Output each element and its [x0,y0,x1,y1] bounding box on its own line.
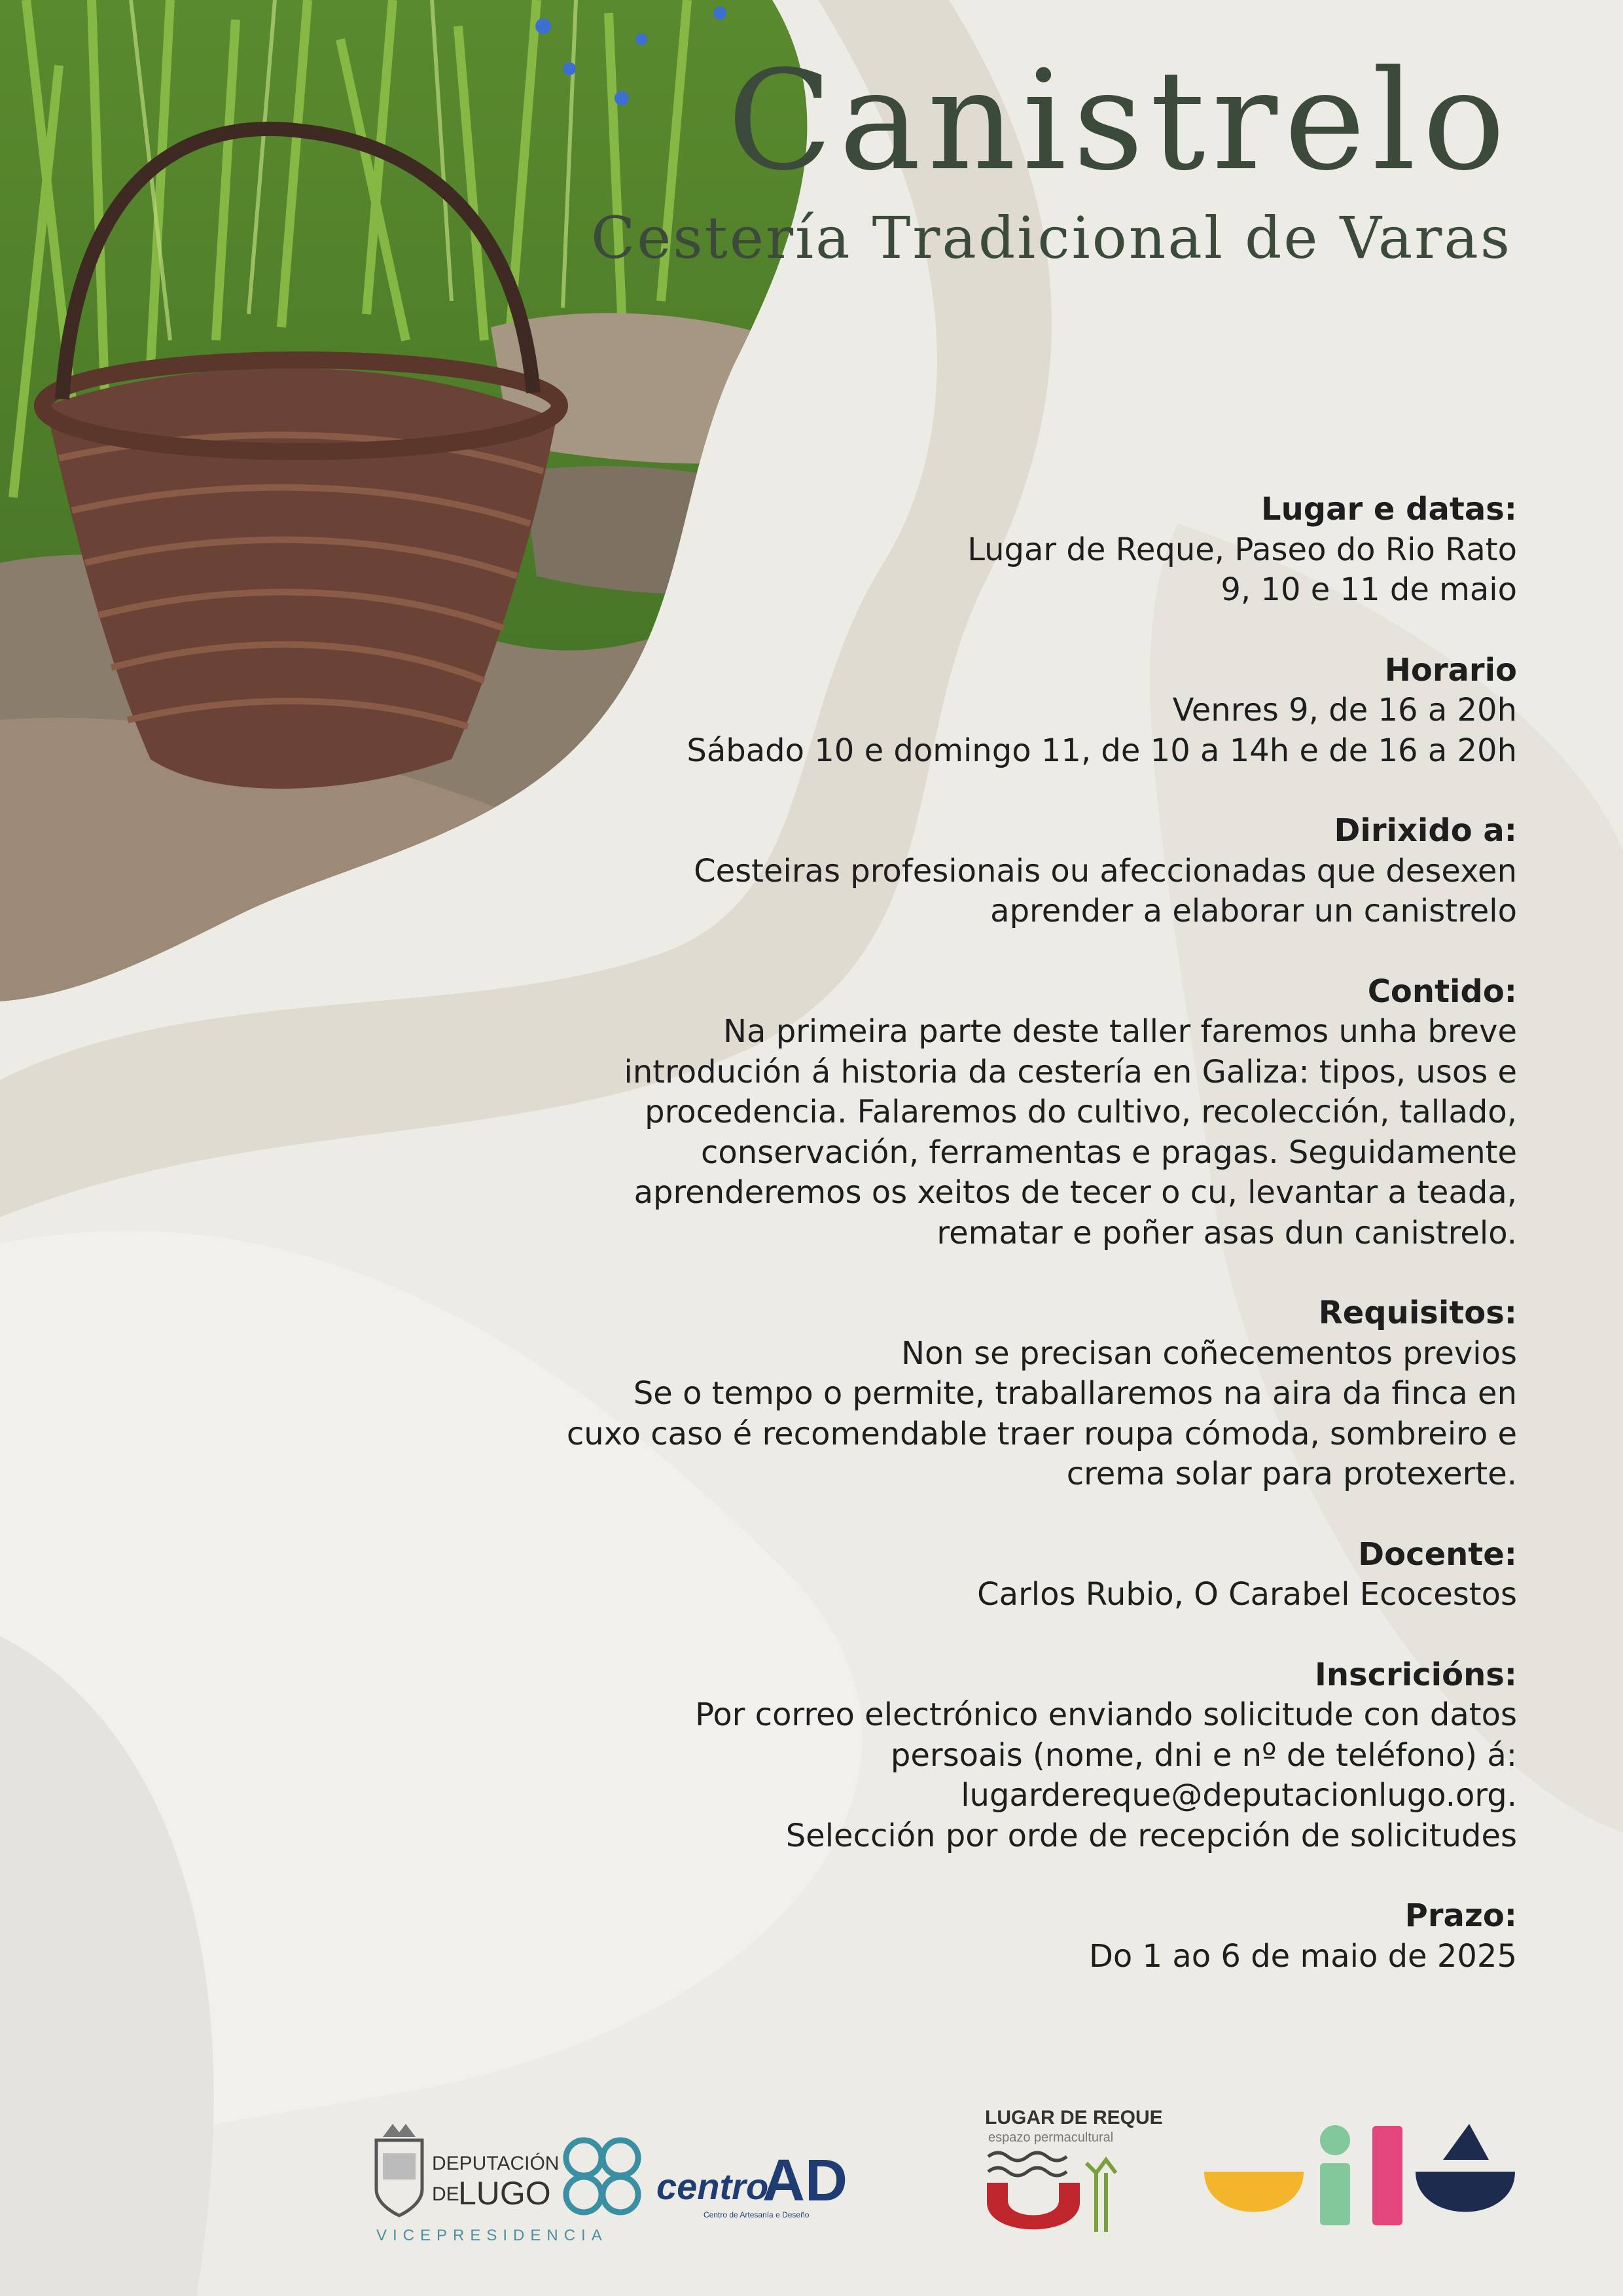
centro-word: centro [656,2166,769,2207]
vicepresidencia-text: VICEPRESIDENCIA [376,2227,608,2244]
section-line: 9, 10 e 11 de maio [1221,571,1517,608]
uiu-l-stem [1372,2126,1402,2225]
section-line: aprenderemos os xeitos de tecer o cu, levantar a teada, [633,1174,1517,1211]
section-line: Carlos Rubio, O Carabel Ecocestos [977,1576,1517,1613]
section-line: Por correo electrónico enviando solicitude con datos [695,1696,1517,1733]
info-sections [274,490,1517,2017]
section-dirixido [274,811,1517,932]
section-line: cuxo caso é recomendable traer roupa cómoda, sombreiro e [566,1415,1517,1452]
section-line: Lugar de Reque, Paseo do Rio Rato [967,531,1517,568]
section-contido [274,972,1517,1254]
deputacion-lugo-logo [376,2124,638,2244]
section-inscricions [274,1655,1517,1857]
centro-ad-logo [656,2148,847,2219]
section-line: persoais (nome, dni e nº de teléfono) á: [890,1736,1517,1774]
section-line: Cesteiras profesionais ou afeccionadas que desexen [694,852,1517,889]
section-line: Venres 9, de 16 a 20h [1172,692,1517,728]
section-line: conservación, ferramentas e pragas. Seguidamente [701,1134,1517,1171]
plant-icon [1086,2160,1116,2232]
section-requisitos [274,1293,1517,1495]
reque-sub: espazo permacultural [988,2130,1114,2145]
page-title: Canistrelo [727,41,1512,201]
section-line: rematar e poñer asas dun canistrelo. [936,1214,1517,1251]
section-docente [274,1535,1517,1615]
uiu-u-shape [1204,2172,1304,2212]
email-link[interactable]: lugardereque@deputacionlugo.org. [961,1777,1517,1814]
section-horario [274,651,1517,772]
sponsor-logos [0,2081,1623,2278]
reque-title: LUGAR DE REQUE [985,2107,1163,2128]
uiu-i-dot [1320,2125,1350,2155]
page-subtitle: Cestería Tradicional de Varas [590,204,1512,272]
uiu-accent [1443,2124,1489,2160]
section-heading: Requisitos: [1318,1295,1517,1331]
waves-icon [988,2168,1067,2176]
deputacion-top-text: DEPUTACIÓN [432,2153,560,2174]
coat-of-arms-icon [376,2124,422,2215]
uiu-logo [1204,2124,1515,2225]
section-heading: Lugar e datas: [1260,491,1517,528]
section-heading: Dirixido a: [1334,812,1517,849]
centro-ad-letters: AD [762,2148,847,2214]
section-heading: Horario [1384,651,1517,689]
section-line: Selección por orde de recepción de solicitudes [785,1817,1517,1854]
section-heading: Inscricións: [1315,1656,1517,1693]
section-line: Sábado 10 e domingo 11, de 10 a 14h e de 16 a 20h [687,732,1517,769]
section-line: procedencia. Falaremos do cultivo, recolección, tallado, [645,1094,1517,1130]
section-line: Non se precisan coñecementos previos [901,1335,1517,1372]
section-line: crema solar para protexerte. [1066,1456,1517,1492]
title-block [590,41,1512,272]
section-line: introdución á historia da cestería en Galiza: tipos, usos e [624,1053,1517,1090]
section-heading: Contido: [1367,973,1517,1010]
section-line: Do 1 ao 6 de maio de 2025 [1088,1937,1517,1975]
section-line: Se o tempo o permite, traballaremos na aira da finca en [633,1375,1517,1412]
section-line: Na primeira parte deste taller faremos unha breve [723,1013,1517,1050]
section-prazo [274,1896,1517,1977]
section-heading: Prazo: [1404,1897,1517,1934]
deputacion-de-text: DE [432,2183,459,2205]
section-heading: Docente: [1358,1535,1517,1573]
uiu-u2-shape [1416,2172,1515,2212]
section-line: aprender a elaborar un canistrelo [990,893,1517,929]
section-lugar-datas [274,490,1517,611]
waves-icon [988,2153,1067,2161]
knot-icon [566,2140,638,2212]
centro-sub-text: Centro de Artesanía e Deseño [704,2210,810,2219]
lugar-de-reque-logo [985,2107,1163,2232]
deputacion-lugo-text: LUGO [458,2175,551,2212]
uiu-i-stem [1320,2163,1350,2225]
